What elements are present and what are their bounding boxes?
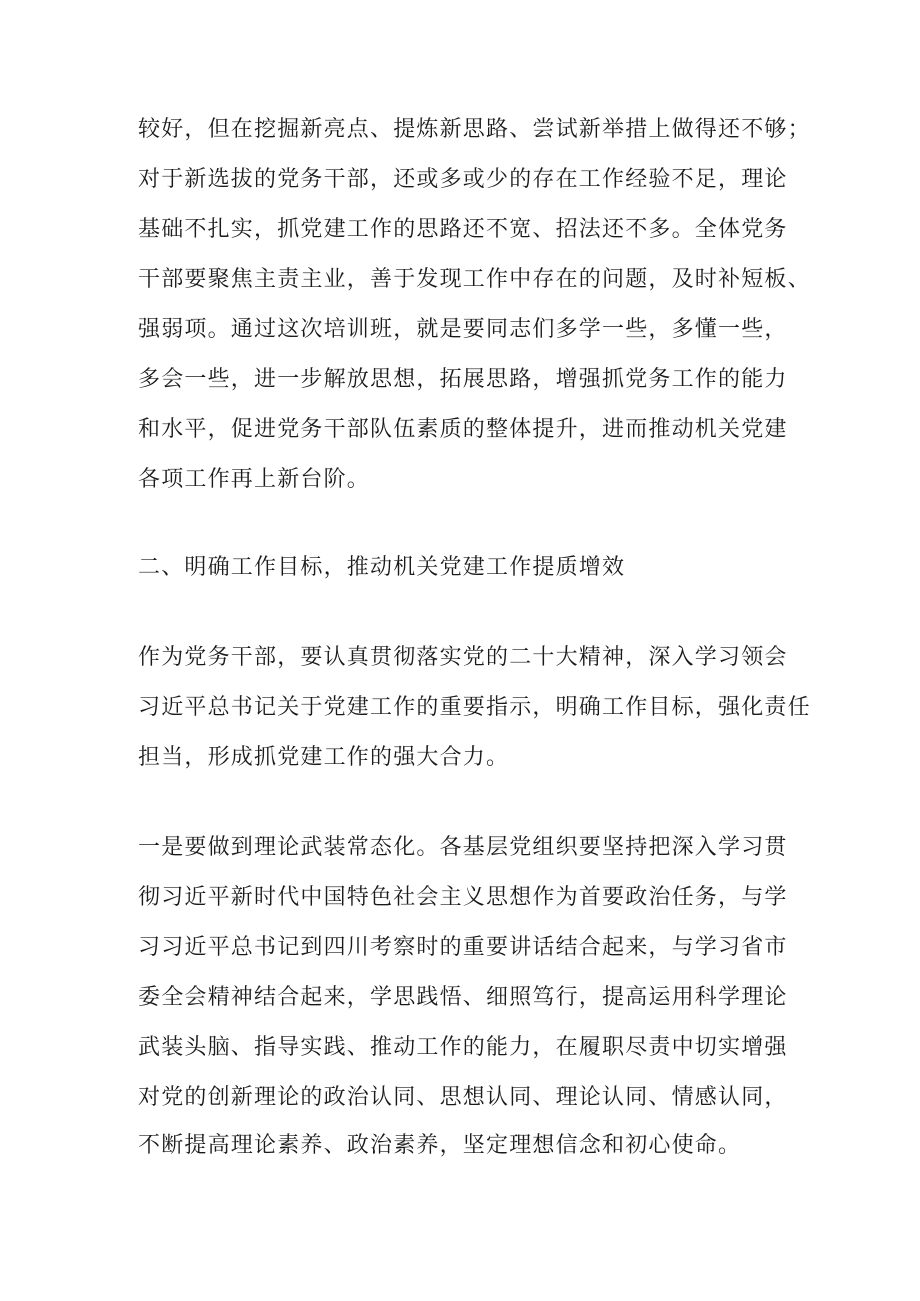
- para3-line-6: 对党的创新理论的政治认同、思想认同、理论认同、情感认同，: [138, 1085, 788, 1110]
- para2-line-2: 习近平总书记关于党建工作的重要指示，明确工作目标，强化责任: [138, 695, 811, 720]
- para1-line-5: 强弱项。通过这次培训班，就是要同志们多学一些，多懂一些，: [138, 317, 788, 342]
- para2-line-1: 作为党务干部，要认真贯彻落实党的二十大精神，深入学习领会: [138, 645, 788, 670]
- para3-line-5: 武装头脑、指导实践、推动工作的能力，在履职尽责中切实增强: [138, 1035, 788, 1060]
- para3-line-2: 彻习近平新时代中国特色社会主义思想作为首要政治任务，与学: [138, 885, 788, 910]
- para1-line-4: 干部要聚焦主责主业，善于发现工作中存在的问题，及时补短板、: [138, 267, 811, 292]
- para1-line-2: 对于新选拔的党务干部，还或多或少的存在工作经验不足，理论: [138, 167, 788, 192]
- para3-line-1: 一是要做到理论武装常态化。各基层党组织要坚持把深入学习贯: [138, 835, 788, 860]
- para3-line-3: 习习近平总书记到四川考察时的重要讲话结合起来，与学习省市: [138, 935, 788, 960]
- para2-line-3: 担当，形成抓党建工作的强大合力。: [138, 745, 510, 770]
- para1-line-8: 各项工作再上新台阶。: [138, 467, 371, 492]
- para3-line-7: 不断提高理论素养、政治素养，坚定理想信念和初心使命。: [138, 1133, 742, 1158]
- para1-line-3: 基础不扎实，抓党建工作的思路还不宽、招法还不多。全体党务: [138, 217, 788, 242]
- para1-line-6: 多会一些，进一步解放思想，拓展思路，增强抓党务工作的能力: [138, 367, 788, 392]
- section-heading: 二、明确工作目标，推动机关党建工作提质增效: [138, 555, 626, 580]
- para1-line-1: 较好，但在挖掘新亮点、提炼新思路、尝试新举措上做得还不够；: [138, 117, 811, 142]
- para3-line-4: 委全会精神结合起来，学思践悟、细照笃行，提高运用科学理论: [138, 985, 788, 1010]
- para1-line-7: 和水平，促进党务干部队伍素质的整体提升，进而推动机关党建: [138, 417, 788, 442]
